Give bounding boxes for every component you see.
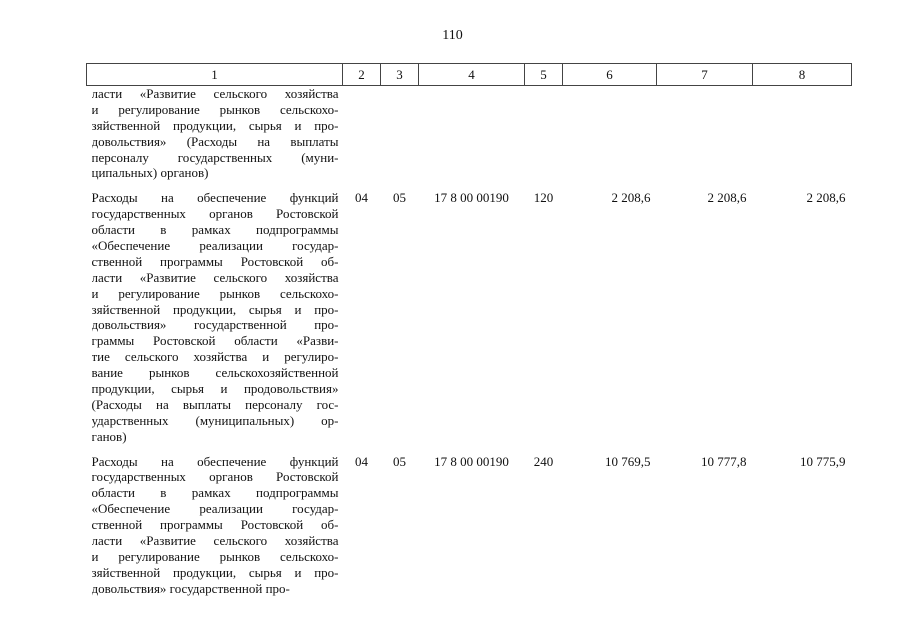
amount-year-1: 2 208,6 bbox=[611, 190, 651, 206]
description-line: ственной программы Ростовской об- bbox=[91, 517, 339, 533]
description-line: области в рамках подпрограммы bbox=[91, 485, 339, 501]
target-article-code bbox=[419, 86, 525, 191]
table-row bbox=[87, 86, 852, 191]
header-col-3: 3 bbox=[381, 64, 419, 86]
table-body bbox=[87, 86, 852, 606]
description-line: ударственных (муниципальных) ор- bbox=[91, 412, 339, 428]
description-line: «Обеспечение реализации государ- bbox=[91, 238, 339, 254]
table-header bbox=[87, 64, 852, 86]
header-col-7: 7 bbox=[657, 64, 753, 86]
description-line: ственной программы Ростовской об- bbox=[91, 253, 339, 269]
description-line: ганов) bbox=[91, 428, 127, 444]
table-row bbox=[87, 454, 852, 606]
header-col-2: 2 bbox=[343, 64, 381, 86]
table-row bbox=[87, 190, 852, 453]
expense-type-code: 240 bbox=[533, 453, 554, 469]
description-line: государственных органов Ростовской bbox=[91, 206, 339, 222]
description-line: (Расходы на выплаты персоналу гос- bbox=[91, 396, 339, 412]
amount-year-2: 2 208,6 bbox=[707, 190, 747, 206]
expense-type-code bbox=[525, 86, 563, 191]
description-line: тие сельского хозяйства и регулиро- bbox=[91, 349, 339, 365]
description-line: области в рамках подпрограммы bbox=[91, 222, 339, 238]
amount-year-1: 10 769,5 bbox=[605, 453, 651, 469]
description-line: «Обеспечение реализации государ- bbox=[91, 501, 339, 517]
description-line: вание рынков сельскохозяйственной bbox=[91, 365, 339, 381]
description-line: ласти «Развитие сельского хозяйства bbox=[91, 86, 339, 101]
row-description bbox=[87, 454, 343, 606]
header-col-8: 8 bbox=[753, 64, 852, 86]
description-line: ласти «Развитие сельского хозяйства bbox=[91, 533, 339, 549]
description-line: продукции, сырья и продовольствия» bbox=[91, 381, 339, 397]
expense-type-code: 120 bbox=[533, 190, 554, 206]
description-line: и регулирование рынков сельскохо- bbox=[91, 548, 339, 564]
description-line: довольствия» государственной про- bbox=[91, 580, 290, 596]
subsection-code: 05 bbox=[393, 453, 406, 469]
section-code: 04 bbox=[355, 190, 368, 206]
row-description bbox=[87, 86, 343, 191]
amount-year-3: 10 775,9 bbox=[800, 453, 846, 469]
target-article-code: 17 8 00 00190 bbox=[434, 453, 509, 469]
description-line: персоналу государственных (муни- bbox=[91, 149, 339, 165]
description-line: довольствия» государственной про- bbox=[91, 317, 339, 333]
header-col-6: 6 bbox=[563, 64, 657, 86]
header-col-4: 4 bbox=[419, 64, 525, 86]
target-article-code: 17 8 00 00190 bbox=[434, 190, 509, 206]
header-col-1: 1 bbox=[87, 64, 343, 86]
description-line: довольствия» (Расходы на выплаты bbox=[91, 133, 339, 149]
header-col-5: 5 bbox=[525, 64, 563, 86]
row-description bbox=[87, 190, 343, 453]
section-code bbox=[343, 86, 381, 191]
description-line: зяйственной продукции, сырья и про- bbox=[91, 117, 339, 133]
description-line: и регулирование рынков сельскохо- bbox=[91, 101, 339, 117]
description-line: зяйственной продукции, сырья и про- bbox=[91, 564, 339, 580]
subsection-code: 05 bbox=[393, 190, 406, 206]
description-line: ципальных) органов) bbox=[91, 165, 209, 181]
amount-year-2 bbox=[657, 86, 753, 191]
description-line: ласти «Развитие сельского хозяйства bbox=[91, 269, 339, 285]
amount-year-1 bbox=[563, 86, 657, 191]
description-line: и регулирование рынков сельскохо- bbox=[91, 285, 339, 301]
section-code: 04 bbox=[355, 453, 368, 469]
description-line: государственных органов Ростовской bbox=[91, 469, 339, 485]
description-line: граммы Ростовской области «Разви- bbox=[91, 333, 339, 349]
subsection-code bbox=[381, 86, 419, 191]
amount-year-3 bbox=[753, 86, 852, 191]
amount-year-2: 10 777,8 bbox=[701, 453, 747, 469]
amount-year-3: 2 208,6 bbox=[806, 190, 846, 206]
budget-table bbox=[86, 63, 852, 606]
description-line: Расходы на обеспечение функций bbox=[91, 190, 339, 206]
page-number: 110 bbox=[442, 28, 463, 43]
header-row bbox=[87, 64, 852, 86]
description-line: Расходы на обеспечение функций bbox=[91, 453, 339, 469]
description-line: зяйственной продукции, сырья и про- bbox=[91, 301, 339, 317]
